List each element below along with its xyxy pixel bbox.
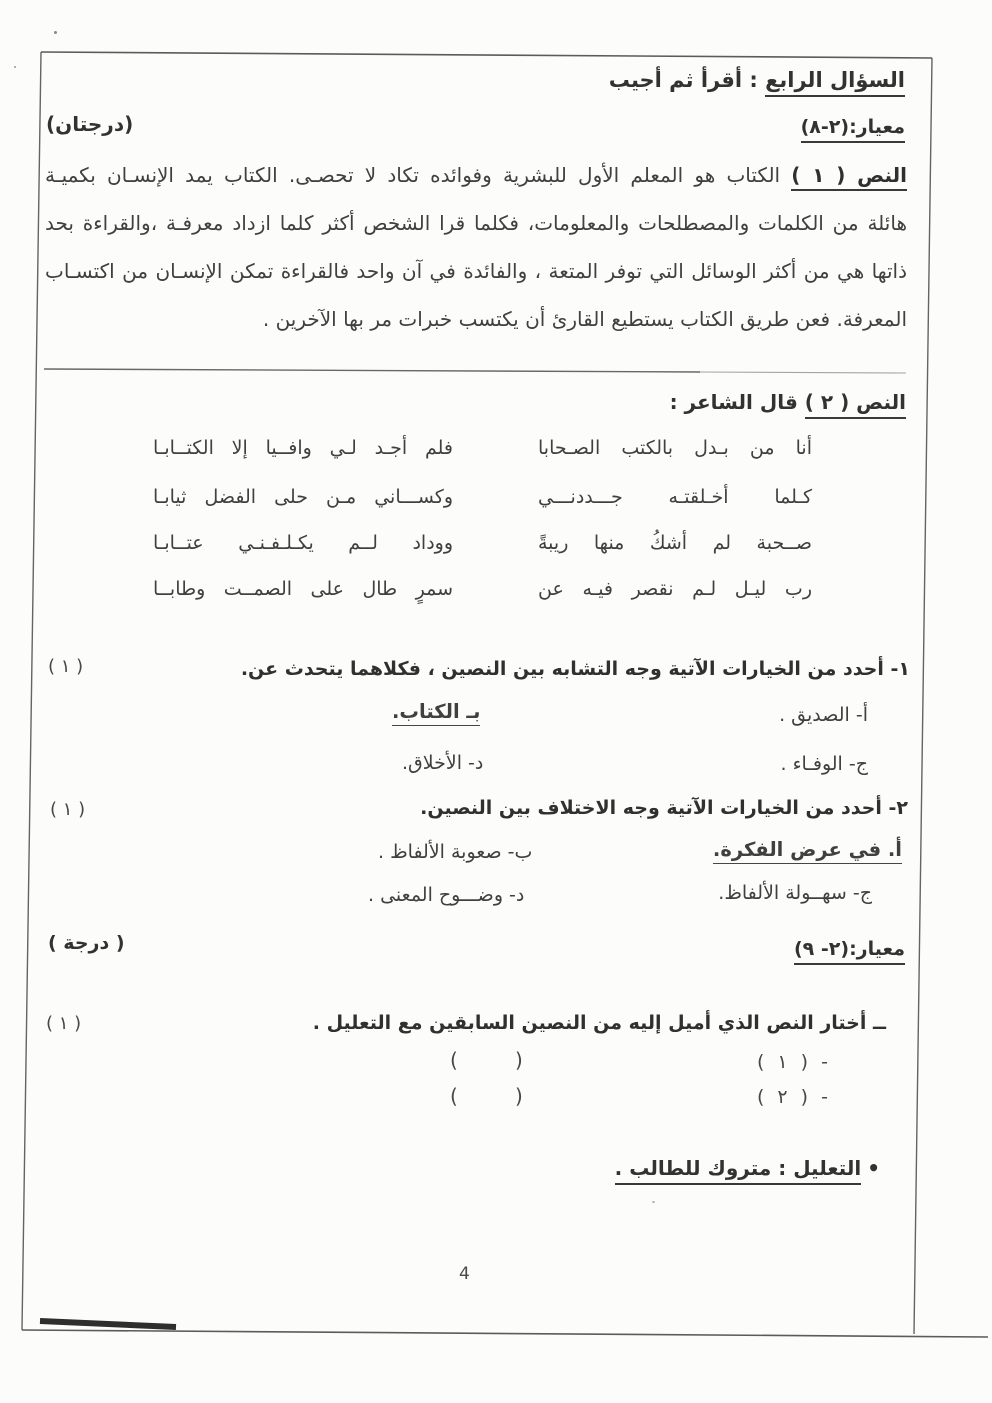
text1-line-2: هائلة من الكلمات والمصطلحات والمعلومات، فكلما قرا الشخص أكثر كلما ازداد معرفـة ،والقراءة بحد [45,211,907,235]
question-1-option-a: أ- الصديق . [779,704,868,726]
choose-point-mark: ( ١ ) [46,1013,82,1034]
right-border-line [914,58,932,1334]
question-2-text: ٢- أحدد من الخيارات الآتية وجه الاختلاف بين النصين. [420,797,908,819]
choose-text-instruction: ــ أختار النص الذي أميل إليه من النصين السابقين مع التعليل . [312,1012,886,1034]
text2-heading-rest: قال الشاعر : [669,390,805,414]
question-1-point-mark: ( ١ ) [48,656,84,677]
question-1-option-b-answer: بـ الكتاب. [392,700,480,726]
answer-row-2-blank: ( ) [450,1084,523,1108]
marks-one-degree: ( درجة ) [48,932,125,954]
section-divider-line-faded [700,372,906,373]
question-2-point-mark: ( ١ ) [50,799,86,820]
left-border-line [22,52,41,1330]
question-1-option-c: ج- الوفـاء . [780,753,868,775]
text2-label: النص ( ٢ ) [805,390,906,419]
reasoning-note-text: التعليل : متروك للطالب . [615,1156,862,1185]
text1-line-3: ذاتها هي من أكثر الوسائل التي توفر المتعة ، والفائدة في آن واحد فالقراءة تمكن الإنسـان من اكتسـاب [45,259,907,283]
question-2-option-a-answer: أ. في عرض الفكرة. [713,838,902,864]
poem-verse2-left: وكســـاني مـن حلى الفضل ثيابـا [153,486,453,508]
question-1-option-d: د- الأخلاق. [402,752,484,774]
text1-line-4: المعرفة. فعن طريق الكتاب يستطيع القارئ أن يكتسب خبرات مر بها الآخرين . [262,307,907,331]
page-title-rest: : أقرأ ثم أجيب [608,68,766,92]
text2-heading [670,390,906,414]
poem-verse3-left: ووداد لــم يكـلـفـنـي عتــابـا [153,532,453,554]
bottom-border-line [22,1330,988,1337]
question-2-option-c: ج- سهــولة الألفاظ. [718,882,872,904]
text1-line-1 [45,163,907,187]
poem-verse1-right: أنا من بـدل بالكتب الصـحابا [538,437,812,459]
poem-verse4-right: رب ليـل لـم نقصر فيـه عن [538,578,812,600]
poem-verse1-left: فلم أجـد لـي وافــيا إلا الكتــابـا [153,437,453,459]
bottom-border-ink-smudge [40,1321,176,1327]
page-title [609,68,905,92]
poem-verse2-right: كـلما أخـلقتـه جـــددنـــي [538,486,812,508]
answer-row-1-number: - ( ١ ) [756,1051,828,1073]
poem-verse4-left: سمرٍ طال على الصمــت وطابــا [153,578,453,600]
criterion-2-8: معيار:(٢-٨) [801,116,905,143]
marks-two-degrees: (درجتان) [46,112,134,136]
reasoning-note [615,1156,880,1180]
page-number: 4 [459,1264,470,1284]
question-2-option-b: ب- صعوبة الألفاظ . [378,841,533,863]
text1-label: النص ( ١ ) [791,163,907,191]
poem-verse3-right: صــحبة لم أشكُ منها ريبةً [538,532,812,554]
top-border-line [41,52,932,58]
scan-speck [54,31,57,34]
criterion-2-9: معيار:(٢- ٩) [794,938,905,965]
text1-line1-text: الكتاب هو المعلم الأول للبشرية وفوائده تكاد لا تحصـى. الكتاب يمد الإنسـان بكميـة [45,163,781,187]
section-divider-line [44,369,700,372]
bullet-icon: • [867,1156,880,1180]
scan-speck [14,66,16,68]
answer-row-1-blank: ( ) [450,1048,523,1072]
scan-speck [652,1201,655,1203]
question-2-option-d: د- وضـــوح المعنى . [368,884,525,906]
page-title-underlined: السؤال الرابع [765,68,905,97]
question-1-text: ١- أحدد من الخيارات الآتية وجه التشابه بين النصين ، فكلاهما يتحدث عن. [240,658,910,680]
answer-row-2-number: - ( ٢ ) [756,1086,828,1108]
